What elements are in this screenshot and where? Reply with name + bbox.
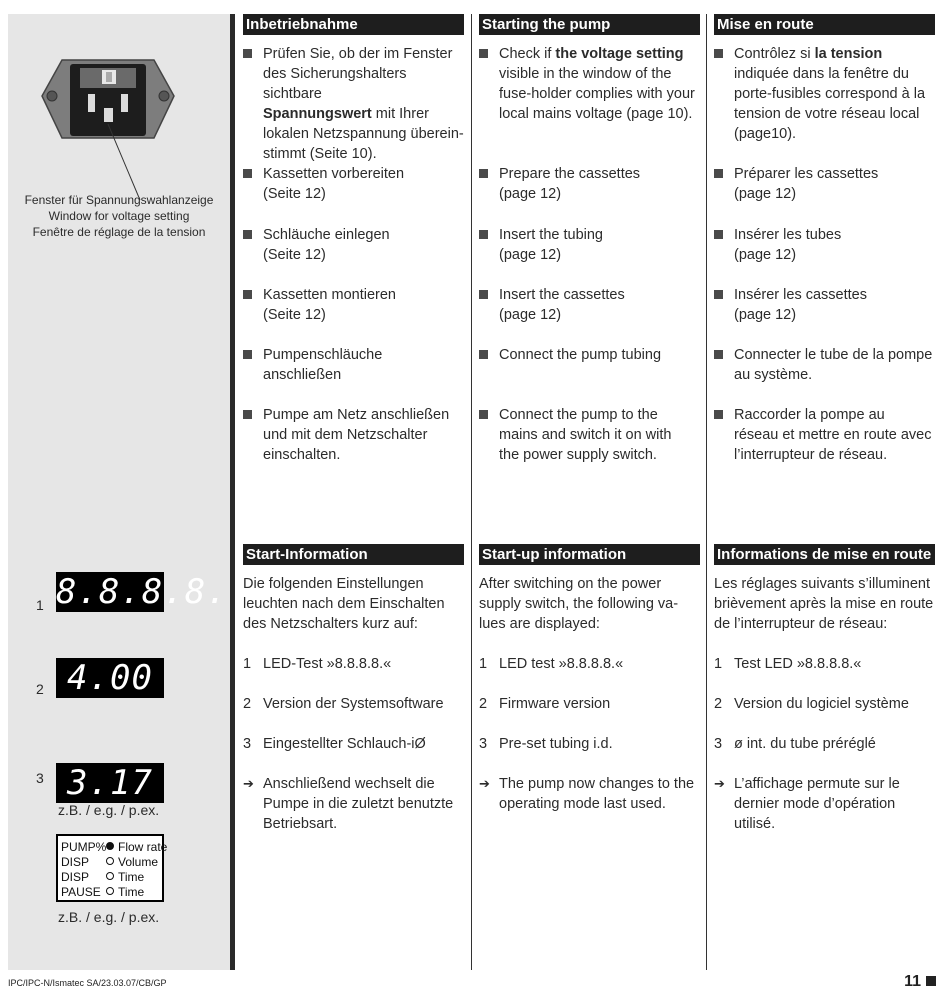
bullet-item (243, 44, 464, 162)
bullet-text: Pumpenschläuche anschließen (263, 347, 383, 383)
bullet-text: Prüfen Sie, ob der im Fenster des Sicherungshalters sichtbare Spannungswert mit Ihrer lokalen Netzspannung überein- stimmt (Seite 10). (263, 46, 464, 162)
arrow-text: Anschließend wechselt die Pumpe in die zuletzt benutzte Betriebsart. (263, 776, 454, 832)
numbered-text: ø int. du tube préréglé (734, 736, 876, 752)
item-number: 3 (243, 736, 252, 752)
bullet-text: Insert the tubing (page 12) (499, 227, 603, 263)
column-divider (471, 14, 472, 970)
square-bullet-icon (714, 164, 723, 184)
bullet-text: Contrôlez si la tension indiquée dans la fenêtre du porte-fusibles correspond à la tension de votre réseau local (page10). (734, 46, 926, 142)
section-header: Start-Information (243, 544, 464, 565)
section-header: Inbetriebnahme (243, 14, 464, 35)
numbered-item (243, 654, 464, 674)
numbered-item (243, 694, 464, 714)
bullet-text: Insérer les tubes (page 12) (734, 227, 842, 263)
section-header: Starting the pump (479, 14, 700, 35)
square-bullet-icon (714, 345, 723, 365)
section-header: Mise en route (714, 14, 935, 35)
square-bullet-icon (479, 44, 488, 64)
numbered-item (479, 734, 700, 754)
intro-paragraph: Die folgenden Einstellungen leuchten nach dem Einschalten des Netzschalters kurz auf: (243, 576, 445, 632)
square-bullet-icon (243, 44, 252, 64)
bullet-item (714, 44, 935, 144)
arrow-text: L’affichage permute sur le dernier mode d’opération utilisé. (734, 776, 900, 832)
intro-paragraph: After switching on the power supply switch, the following va- lues are displayed: (479, 576, 679, 632)
bullet-item (714, 285, 935, 325)
square-bullet-icon (479, 164, 488, 184)
bullet-text: Kassetten montieren (Seite 12) (263, 287, 396, 323)
inactive-dot-icon (106, 872, 114, 880)
square-bullet-icon (714, 225, 723, 245)
fuse-holder-icon (40, 50, 176, 150)
item-number: 3 (714, 736, 723, 752)
numbered-text: Eingestellter Schlauch-iØ (263, 736, 426, 752)
footer-code: IPC/IPC-N/Ismatec SA/23.03.07/CB/GP (8, 978, 167, 988)
sidebar-panel (8, 14, 230, 970)
bullet-item (243, 164, 464, 204)
display-number: 2 (36, 681, 44, 697)
emphasis-text: Spannungswert (263, 106, 372, 122)
numbered-item (714, 694, 935, 714)
item-number: 2 (479, 696, 488, 712)
display-number: 3 (36, 770, 44, 786)
numbered-text: Version der Systemsoftware (263, 696, 444, 712)
mode-row: PUMP% Flow rate (61, 840, 168, 854)
bullet-item (479, 44, 700, 124)
inactive-dot-icon (106, 857, 114, 865)
example-label: z.B. / e.g. / p.ex. (58, 909, 160, 925)
numbered-item (714, 654, 935, 674)
bullet-text: Connect the pump to the mains and switch it on with the power supply switch. (499, 407, 672, 463)
arrow-item (714, 774, 935, 834)
numbered-text: LED-Test »8.8.8.8.« (263, 656, 392, 672)
numbered-item (479, 654, 700, 674)
numbered-text: Version du logiciel système (734, 696, 909, 712)
bullet-item (479, 285, 700, 325)
right-arrow-icon: ➔ (479, 776, 490, 791)
mode-row: DISP Time (61, 870, 145, 884)
bullet-text: Raccorder la pompe au réseau et mettre en route avec l’interrupteur de réseau. (734, 407, 932, 463)
square-bullet-icon (714, 405, 723, 425)
bullet-item (243, 225, 464, 265)
bullet-text: Kassetten vorbereiten (Seite 12) (263, 166, 405, 202)
square-bullet-icon (243, 225, 252, 245)
bullet-item (243, 345, 464, 383)
bullet-text: Pumpe am Netz anschließen und mit dem Netzschalter einschalten. (263, 407, 450, 463)
square-bullet-icon (243, 164, 252, 184)
section-header: Informations de mise en route (714, 544, 935, 565)
numbered-item (714, 734, 935, 754)
display-number: 1 (36, 597, 44, 613)
square-bullet-icon (479, 225, 488, 245)
item-number: 1 (479, 656, 488, 672)
bullet-item (714, 345, 935, 385)
page-number: 11 (904, 973, 936, 991)
bullet-text: Connecter le tube de la pompe au système. (734, 347, 933, 383)
item-number: 1 (243, 656, 252, 672)
right-arrow-icon: ➔ (714, 776, 725, 791)
voltage-window-caption: Fenster für Spannungswahlanzeige Window for voltage setting Fenêtre de réglage de la tension (24, 193, 214, 239)
bullet-item (479, 164, 700, 204)
bullet-text: Préparer les cassettes (page 12) (734, 166, 879, 202)
mode-display-box (56, 834, 168, 902)
led-display-version: 4.00 (56, 658, 164, 698)
bullet-text: Connect the pump tubing (499, 347, 662, 363)
square-bullet-icon (479, 285, 488, 305)
mode-row: PAUSE Time (61, 885, 145, 899)
bullet-item (243, 405, 464, 465)
bullet-item (243, 285, 464, 325)
numbered-text: Firmware version (499, 696, 611, 712)
bullet-item (479, 345, 700, 365)
arrow-text: The pump now changes to the operating mode last used. (499, 776, 695, 812)
mode-row: DISP Volume (61, 855, 159, 869)
inactive-dot-icon (106, 887, 114, 895)
numbered-item (479, 694, 700, 714)
arrow-item (243, 774, 464, 834)
column-divider (706, 14, 707, 970)
square-bullet-icon (714, 44, 723, 64)
numbered-text: LED test »8.8.8.8.« (499, 656, 624, 672)
square-bullet-icon (479, 405, 488, 425)
intro-paragraph: Les réglages suivants s’illuminent brièvement après la mise en route de l’interrupteur de réseau: (714, 576, 934, 632)
bullet-item (479, 225, 700, 265)
bullet-text: Insérer les cassettes (page 12) (734, 287, 867, 323)
emphasis-text: the voltage setting (555, 46, 684, 62)
numbered-text: Test LED »8.8.8.8.« (734, 656, 862, 672)
numbered-text: Pre-set tubing i.d. (499, 736, 613, 752)
bullet-item (714, 405, 935, 465)
square-bullet-icon (243, 405, 252, 425)
led-display-test: 8.8.8.8. (56, 572, 228, 612)
bullet-item (479, 405, 700, 465)
emphasis-text: la tension (814, 46, 883, 62)
bullet-item (714, 164, 935, 204)
square-bullet-icon (714, 285, 723, 305)
item-number: 1 (714, 656, 723, 672)
led-display-tubing: 3.17 (56, 763, 164, 803)
square-bullet-icon (243, 285, 252, 305)
bullet-item (714, 225, 935, 265)
square-marker-icon (926, 976, 936, 986)
square-bullet-icon (243, 345, 252, 365)
bullet-text: Schläuche einlegen (Seite 12) (263, 227, 390, 263)
item-number: 2 (714, 696, 723, 712)
numbered-item (243, 734, 464, 754)
bullet-text: Check if the voltage setting visible in the window of the fuse-holder complies with your local mains voltage (page 10). (499, 46, 695, 122)
bullet-text: Prepare the cassettes (page 12) (499, 166, 641, 202)
right-arrow-icon: ➔ (243, 776, 254, 791)
active-dot-icon (106, 842, 114, 850)
square-bullet-icon (479, 345, 488, 365)
bullet-text: Insert the cassettes (page 12) (499, 287, 625, 323)
arrow-item (479, 774, 700, 814)
sidebar-divider (230, 14, 235, 970)
example-label: z.B. / e.g. / p.ex. (58, 802, 160, 818)
item-number: 2 (243, 696, 252, 712)
section-header: Start-up information (479, 544, 700, 565)
item-number: 3 (479, 736, 488, 752)
